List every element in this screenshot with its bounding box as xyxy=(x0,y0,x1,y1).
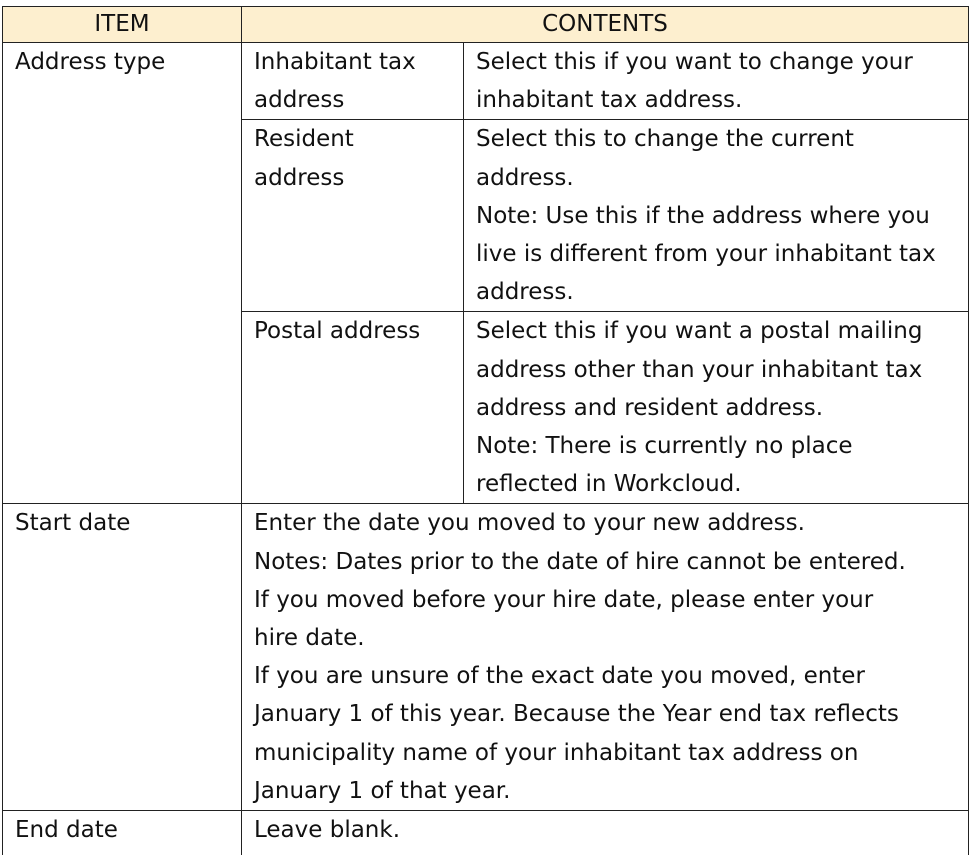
option-description-resident-address xyxy=(464,120,969,312)
option-name-line: Postal address xyxy=(254,318,421,345)
table-row xyxy=(3,504,969,811)
description-line: If you are unsure of the exact date you moved, enter xyxy=(254,663,865,690)
option-name-line: Inhabitant tax xyxy=(254,49,416,75)
description-line: Note: Use this if the address where you xyxy=(476,202,930,229)
end-date-contents: Leave blank. xyxy=(242,811,969,855)
description-line: live is different from your inhabitant tax xyxy=(476,241,936,268)
description-line: address. xyxy=(476,279,574,306)
description-line: Select this to change the current xyxy=(476,126,854,153)
description-line: inhabitant tax address. xyxy=(476,87,743,114)
description-line: If you moved before your hire date, please enter your xyxy=(254,586,874,613)
option-name-inhabitant-tax-address xyxy=(242,43,464,120)
header-contents: CONTENTS xyxy=(242,7,969,43)
address-fields-table xyxy=(2,6,969,855)
table-row xyxy=(3,43,969,120)
option-name-resident-address xyxy=(242,120,464,312)
description-line: Select this if you want a postal mailing xyxy=(476,318,923,345)
description-line: January 1 of that year. xyxy=(254,777,511,804)
description-line: address and resident address. xyxy=(476,394,824,421)
option-name-line: Resident xyxy=(254,126,354,153)
description-line: address. xyxy=(476,164,574,191)
option-name-line: address xyxy=(254,87,345,114)
start-date-contents xyxy=(242,504,969,811)
description-line: January 1 of this year. Because the Year end tax reflects xyxy=(254,701,899,728)
header-item: ITEM xyxy=(3,7,242,43)
description-line: Enter the date you moved to your new address. xyxy=(254,510,805,537)
description-line: Notes: Dates prior to the date of hire cannot be entered. xyxy=(254,548,906,575)
option-description-postal-address xyxy=(464,312,969,504)
table-row xyxy=(3,811,969,855)
row-label-end-date: End date xyxy=(3,811,242,855)
description-line: address other than your inhabitant tax xyxy=(476,356,923,383)
description-line: hire date. xyxy=(254,625,365,652)
row-label-address-type: Address type xyxy=(3,43,242,504)
table-header-row xyxy=(3,7,969,43)
option-description-inhabitant-tax-address xyxy=(464,43,969,120)
option-name-line: address xyxy=(254,164,345,191)
description-line: municipality name of your inhabitant tax address on xyxy=(254,739,859,766)
description-line: Note: There is currently no place xyxy=(476,433,853,460)
description-line: reflected in Workcloud. xyxy=(476,471,742,498)
description-line: Select this if you want to change your xyxy=(476,49,913,75)
option-name-postal-address xyxy=(242,312,464,504)
row-label-start-date: Start date xyxy=(3,504,242,811)
